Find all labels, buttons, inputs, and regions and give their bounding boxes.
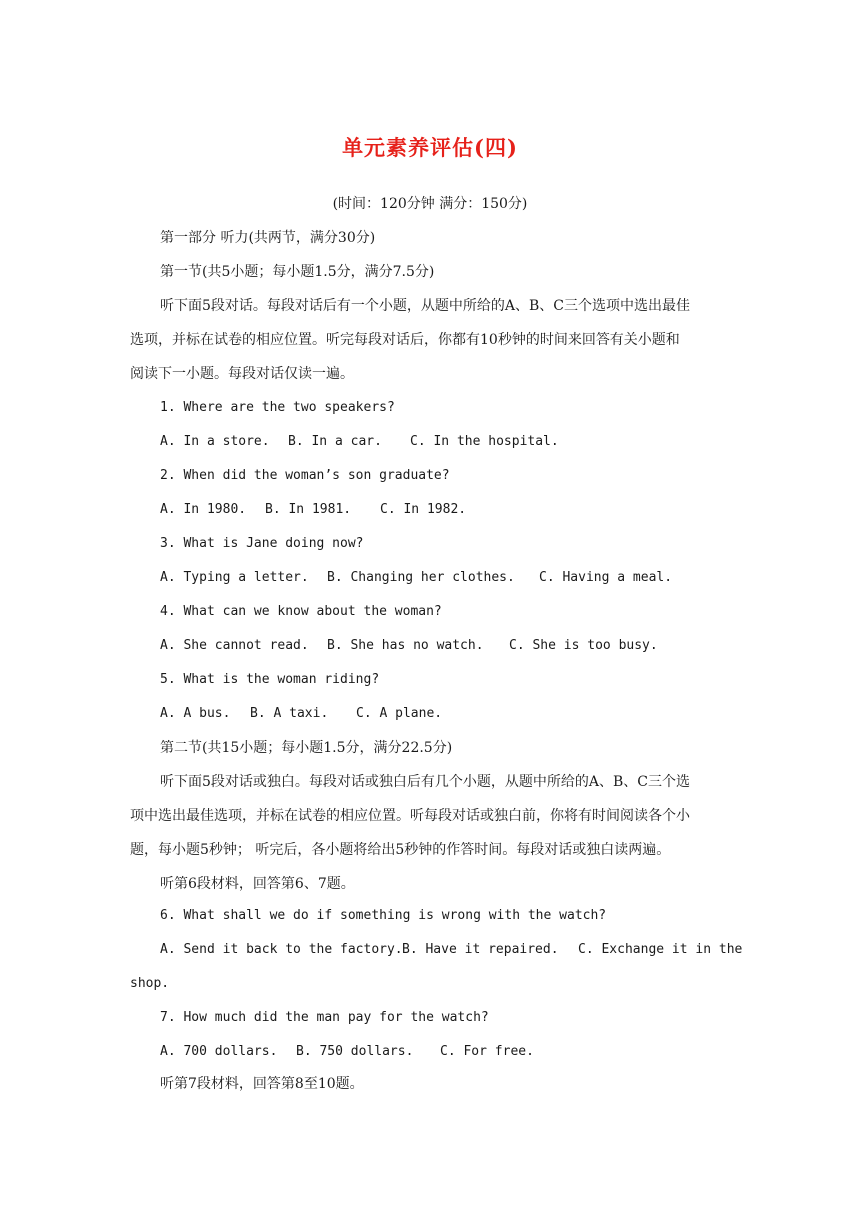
section1-instructions-line: 听下面5段对话。每段对话后有一个小题，从题中所给的A、B、C三个选项中选出最佳	[160, 298, 691, 314]
question-6-option-c-continuation: shop.	[130, 976, 170, 991]
option-c: C. Having a meal.	[539, 570, 673, 585]
option-c: C. For free.	[440, 1044, 534, 1059]
option-a: A. In 1980.	[160, 502, 247, 517]
option-a: A. She cannot read.	[160, 638, 309, 653]
option-b: B. A taxi.	[250, 706, 329, 721]
section2-instructions-line: 题，每小题5秒钟； 听完后，各小题将给出5秒钟的作答时间。每段对话或独白读两遍。	[130, 842, 671, 858]
section2-instructions-line: 项中选出最佳选项，并标在试卷的相应位置。听每段对话或独白前，你将有时间阅读各个小	[130, 808, 690, 824]
question-6: 6. What shall we do if something is wrong with the watch?	[160, 908, 607, 923]
section2-instructions-line: 听下面5段对话或独白。每段对话或独白后有几个小题，从题中所给的A、B、C三个选	[160, 774, 691, 790]
option-a: A. In a store.	[160, 434, 270, 449]
question-5: 5. What is the woman riding?	[160, 672, 380, 687]
section2-heading: 第二节(共15小题；每小题1.5分，满分22.5分)	[160, 740, 453, 756]
part1-heading: 第一部分 听力(共两节，满分30分)	[160, 230, 376, 246]
option-b: B. In 1981.	[265, 502, 352, 517]
option-a: A. Send it back to the factory.	[160, 942, 403, 957]
option-c: C. She is too busy.	[509, 638, 658, 653]
section1-heading: 第一节(共5小题；每小题1.5分，满分7.5分)	[160, 264, 435, 280]
option-b: B. In a car.	[288, 434, 382, 449]
option-c: C. In 1982.	[380, 502, 467, 517]
option-a: A. A bus.	[160, 706, 231, 721]
option-c: C. Exchange it in the	[578, 942, 743, 957]
option-b: B. Have it repaired.	[402, 942, 559, 957]
option-c: C. A plane.	[356, 706, 443, 721]
material-7-heading: 听第7段材料，回答第8至10题。	[160, 1076, 364, 1092]
question-1: 1. Where are the two speakers?	[160, 400, 395, 415]
option-b: B. Changing her clothes.	[327, 570, 515, 585]
question-3: 3. What is Jane doing now?	[160, 536, 364, 551]
option-b: B. 750 dollars.	[296, 1044, 414, 1059]
option-b: B. She has no watch.	[327, 638, 484, 653]
question-4: 4. What can we know about the woman?	[160, 604, 442, 619]
option-a: A. 700 dollars.	[160, 1044, 278, 1059]
section1-instructions-line: 选项，并标在试卷的相应位置。听完每段对话后，你都有10秒钟的时间来回答有关小题和	[130, 332, 680, 348]
question-7: 7. How much did the man pay for the watch?	[160, 1010, 489, 1025]
question-2: 2. When did the woman’s son graduate?	[160, 468, 450, 483]
option-a: A. Typing a letter.	[160, 570, 309, 585]
material-6-heading: 听第6段材料，回答第6、7题。	[160, 876, 355, 892]
section1-instructions-line: 阅读下一小题。每段对话仅读一遍。	[130, 366, 354, 382]
option-c: C. In the hospital.	[410, 434, 559, 449]
document-title: 单元素养评估(四)	[342, 135, 518, 160]
exam-meta: (时间：120分钟 满分：150分)	[332, 196, 528, 212]
